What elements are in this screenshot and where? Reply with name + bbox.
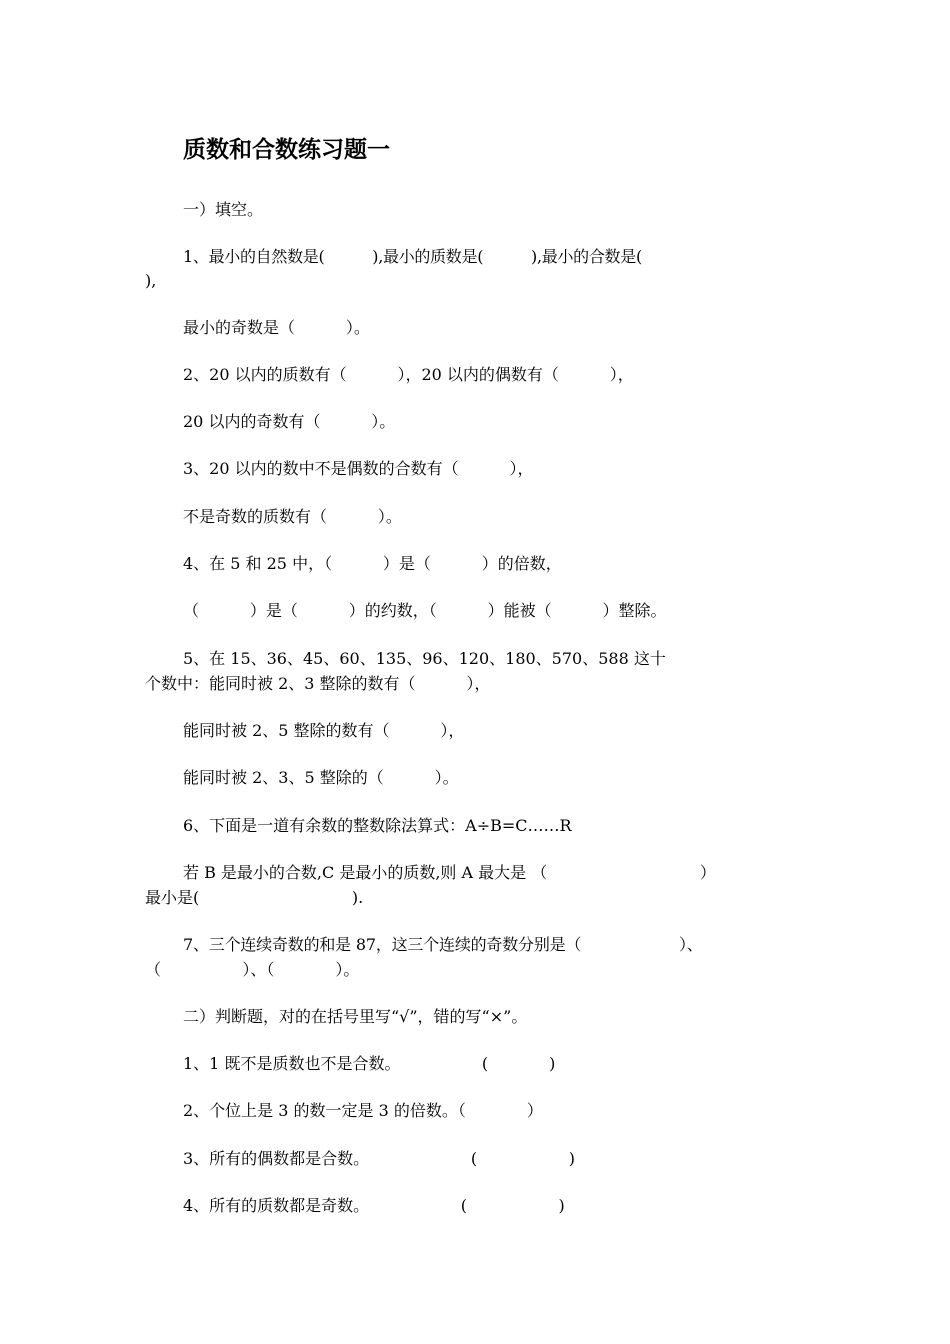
question-3-line-2: 不是奇数的质数有（ ）。 <box>183 507 402 526</box>
judgment-item-4: 4、所有的质数都是奇数。 ( ) <box>183 1196 565 1215</box>
question-1-line-1: 1、最小的自然数是( ),最小的质数是( ),最小的合数是( <box>183 247 642 266</box>
question-7-line-1: 7、三个连续奇数的和是 87，这三个连续的奇数分别是（ ）、 <box>183 935 703 954</box>
question-4-line-2: （ ）是（ ）的约数，（ ）能被（ ）整除。 <box>183 601 667 620</box>
question-2-line-2: 20 以内的奇数有（ ）。 <box>183 412 396 431</box>
question-1-line-3: 最小的奇数是（ ）。 <box>183 318 370 337</box>
question-6-line-1: 6、下面是一道有余数的整数除法算式：A÷B=C……R <box>183 816 572 835</box>
question-7-line-2: （ ）、（ ）。 <box>145 960 360 979</box>
judgment-item-2: 2、个位上是 3 的数一定是 3 的倍数。（ ） <box>183 1101 543 1120</box>
question-5-line-4: 能同时被 2、3、5 整除的（ ）。 <box>183 768 459 787</box>
page-title: 质数和合数练习题一 <box>183 137 390 163</box>
section-2-heading: 二）判断题，对的在括号里写“√”，错的写“×”。 <box>183 1007 528 1026</box>
question-5-line-1: 5、在 15、36、45、60、135、96、120、180、570、588 这十 <box>183 649 666 668</box>
question-4-line-1: 4、在 5 和 25 中，（ ）是（ ）的倍数， <box>183 554 562 573</box>
question-6-line-3: 最小是( ). <box>145 888 364 907</box>
question-1-line-2: ), <box>145 271 157 290</box>
section-1-heading: 一）填空。 <box>183 200 264 219</box>
question-5-line-3: 能同时被 2、5 整除的数有（ ）， <box>183 721 465 740</box>
question-2-line-1: 2、20 以内的质数有（ ），20 以内的偶数有（ ）， <box>183 365 634 384</box>
judgment-item-3: 3、所有的偶数都是合数。 ( ) <box>183 1149 575 1168</box>
question-5-line-2: 个数中：能同时被 2、3 整除的数有（ ）， <box>145 674 491 693</box>
judgment-item-1: 1、1 既不是质数也不是合数。 ( ) <box>183 1054 556 1073</box>
question-3-line-1: 3、20 以内的数中不是偶数的合数有（ ）， <box>183 459 534 478</box>
question-6-line-2: 若 B 是最小的合数,C 是最小的质数,则 A 最大是 （ ） <box>183 863 716 882</box>
